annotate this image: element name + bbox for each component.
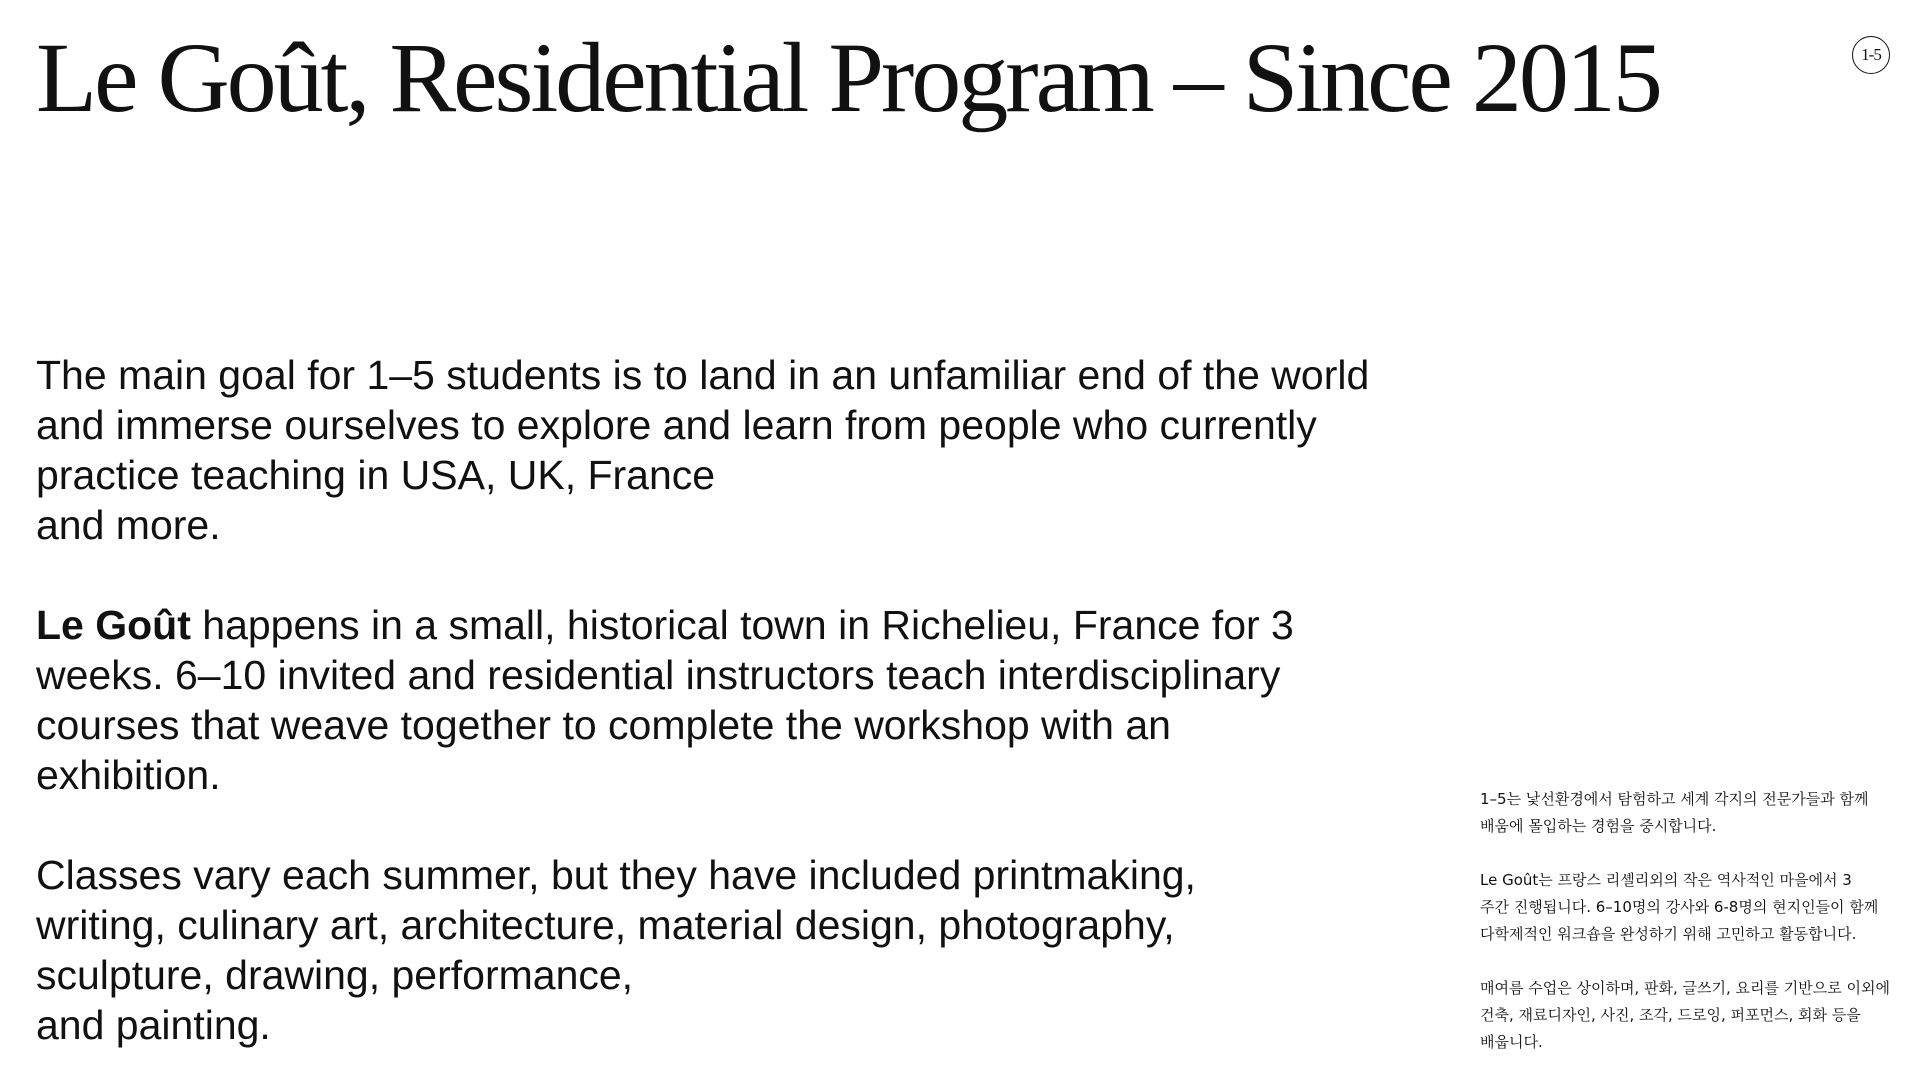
goal-line-3: practice teaching in USA, UK, France [36,452,716,498]
korean-classes-line-1: 매여름 수업은 상이하며, 판화, 글쓰기, 요리를 기반으로 이외에 [1480,979,1890,997]
classes-line-2: writing, culinary art, architecture, material design, photography, [36,902,1175,948]
korean-location-line-1: Le Goût는 프랑스 리셸리외의 작은 역사적인 마을에서 3 [1480,871,1852,889]
korean-location-paragraph [1480,867,1900,948]
korean-classes-line-2: 건축, 재료디자인, 사진, 조각, 드로잉, 퍼포먼스, 회화 등을 [1480,1006,1861,1024]
location-line-4: exhibition. [36,752,221,798]
goal-paragraph [36,350,1456,550]
classes-line-4: and painting. [36,1002,271,1048]
location-line-3: courses that weave together to complete the workshop with an [36,702,1171,748]
korean-goal-line-2: 배움에 몰입하는 경험을 중시합니다. [1480,817,1717,835]
location-line-1: happens in a small, historical town in Richelieu, France for 3 [190,602,1294,648]
page-number-badge: 1-5 [1852,36,1890,74]
korean-classes-paragraph [1480,975,1900,1056]
korean-location-line-3: 다학제적인 워크숍을 완성하기 위해 고민하고 활동합니다. [1480,925,1857,943]
korean-goal-paragraph [1480,786,1900,840]
classes-paragraph [36,850,1456,1050]
korean-classes-line-3: 배웁니다. [1480,1033,1543,1051]
location-paragraph [36,600,1456,800]
goal-line-2: and immerse ourselves to explore and learn from people who currently [36,402,1317,448]
goal-line-4: and more. [36,502,221,548]
korean-location-line-2: 주간 진행됩니다. 6–10명의 강사와 6-8명의 현지인들이 함께 [1480,898,1879,916]
classes-line-1: Classes vary each summer, but they have included printmaking, [36,852,1196,898]
english-description [36,350,1456,1050]
classes-line-3: sculpture, drawing, performance, [36,952,634,998]
page-title: Le Goût, Residential Program – Since 2015 [36,22,1660,133]
location-line-2: weeks. 6–10 invited and residential instructors teach interdisciplinary [36,652,1281,698]
korean-description [1480,786,1900,1056]
brand-name: Le Goût [36,602,191,648]
korean-goal-line-1: 1–5는 낯선환경에서 탐험하고 세계 각지의 전문가들과 함께 [1480,790,1869,808]
goal-line-1: The main goal for 1–5 students is to land in an unfamiliar end of the world [36,352,1370,398]
